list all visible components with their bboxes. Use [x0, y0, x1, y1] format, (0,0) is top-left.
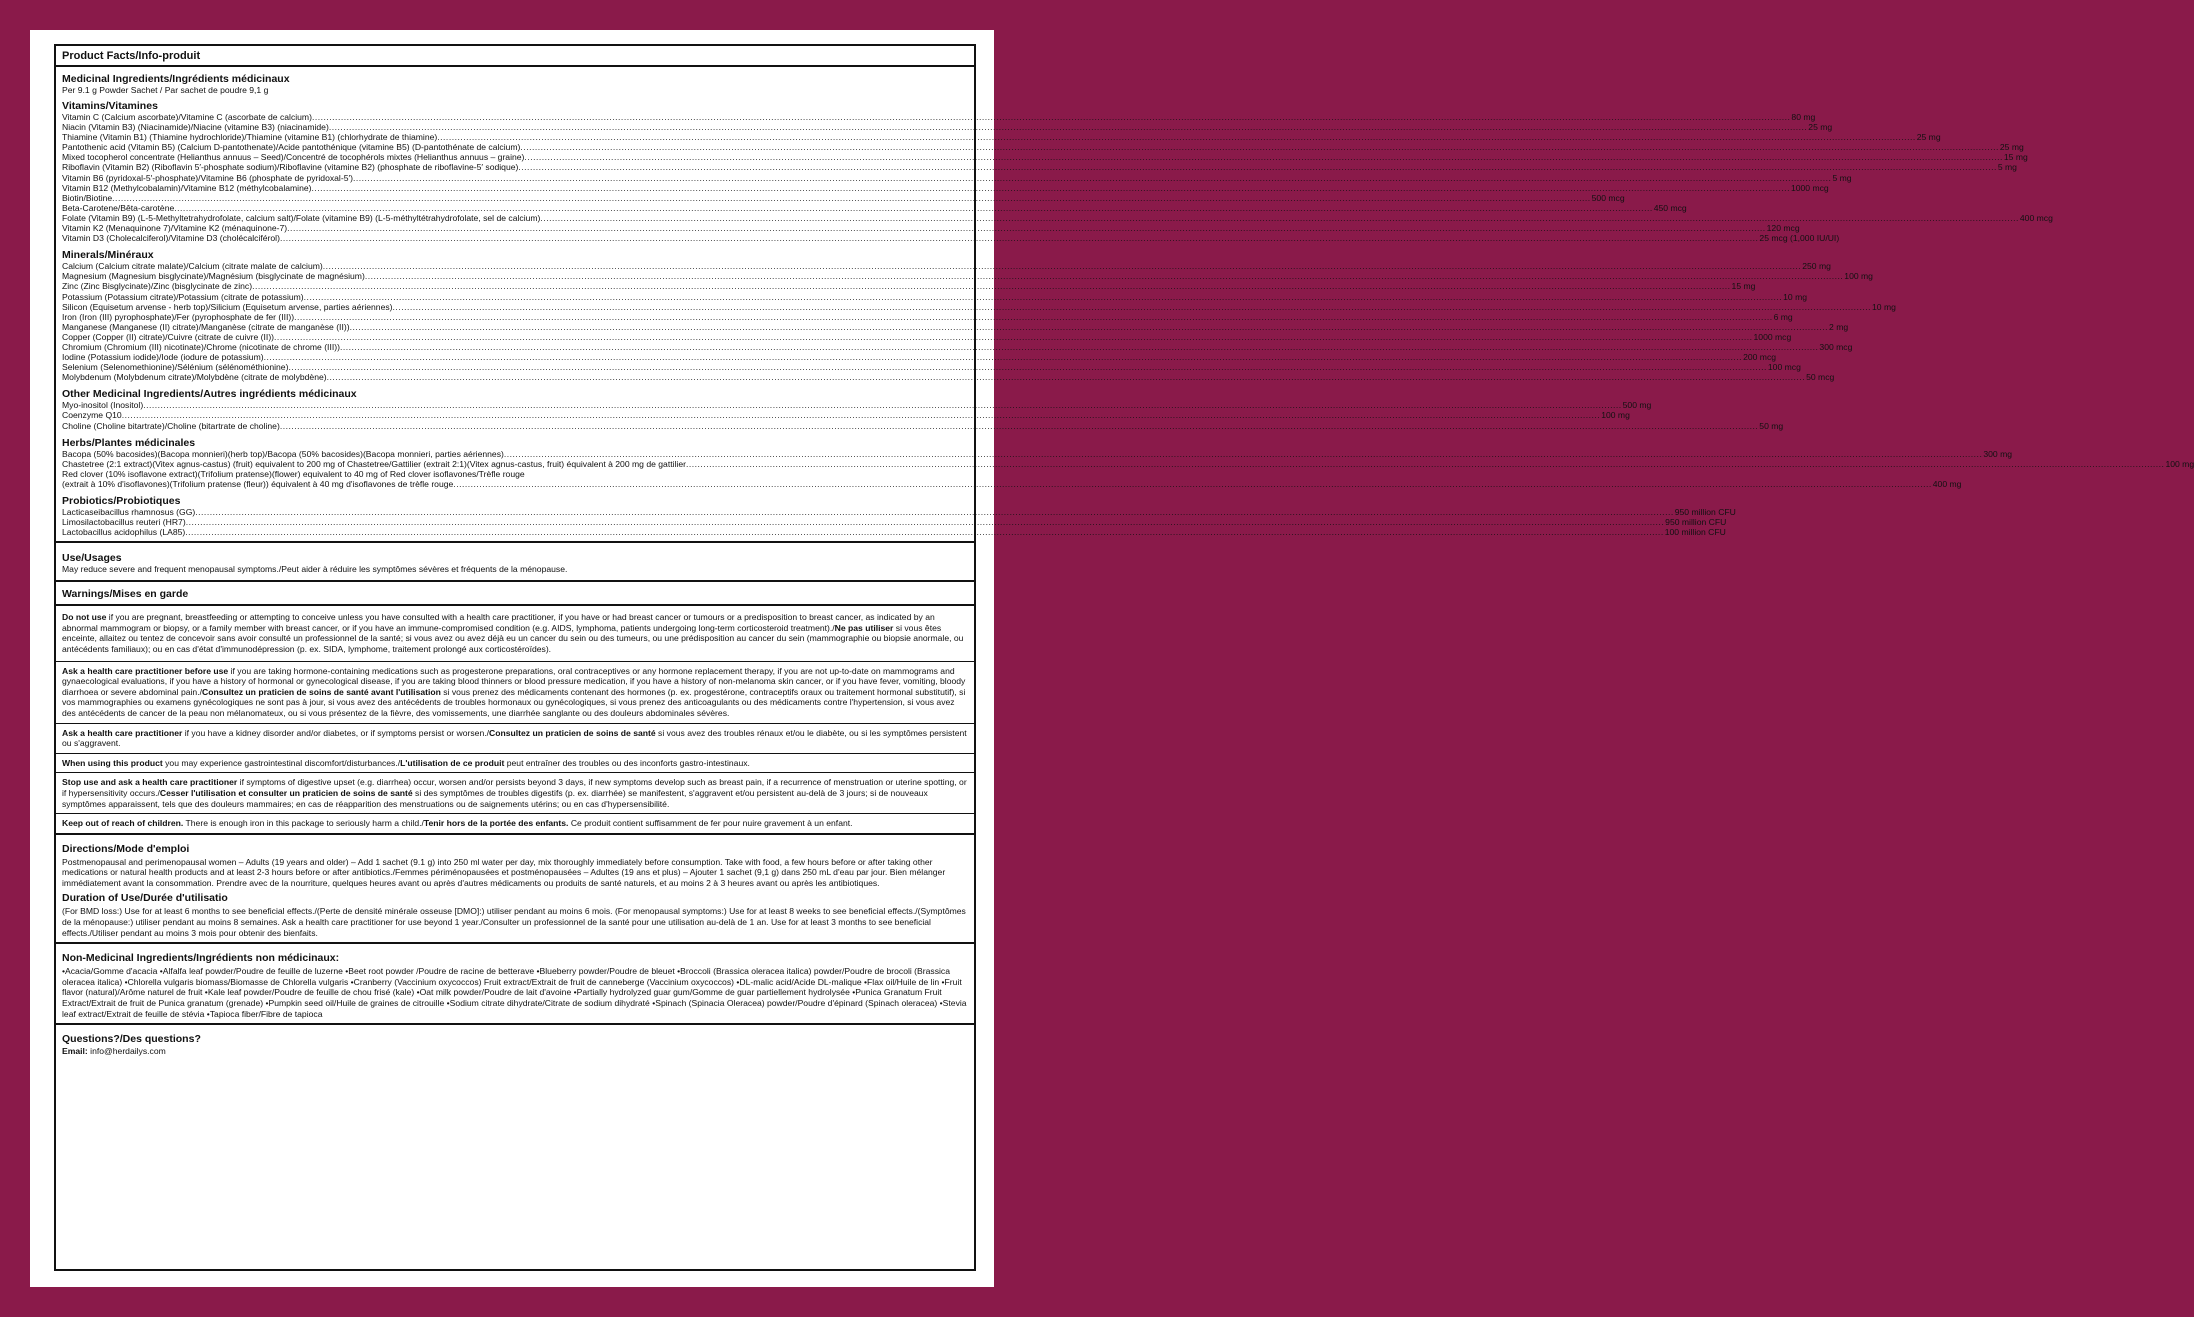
- warning-body: si vous avez des troubles rénaux et/ou le diabète, ou si les symptômes persistent ou s'aggravent.: [62, 727, 967, 749]
- ingredient-amount: 1000 mcg: [1753, 331, 1792, 342]
- leader-dots: [264, 352, 1742, 362]
- minerals-title: Minerals/Minéraux: [62, 249, 154, 262]
- warning-body: if symptoms of digestive upset (e.g. diarrhea) occur, worsen and/or persists beyond 3 days, if new symptoms develop such as breast pain, if a recurrence of menstruation or uterine spotting, or if hypersensitivity occurs./: [62, 777, 967, 798]
- ingredient-amount: 15 mg: [2003, 152, 2028, 163]
- probiotics-title: Probiotics/Probiotiques: [62, 494, 181, 507]
- warning-bold-lead: Tenir hors de la portée des enfants.: [423, 818, 569, 829]
- warning-body: Ce produit contient suffisamment de fer pour nuire gravement à un enfant.: [568, 818, 853, 829]
- ingredient-name: Manganese (Manganese (II) citrate)/Manganèse (citrate de manganèse (II)): [62, 321, 350, 332]
- medicinal-title: Medicinal Ingredients/Ingrédients médicinaux: [62, 73, 290, 85]
- warning-text: [62, 818, 968, 829]
- ingredient-amount: 120 mcg: [1766, 223, 1800, 234]
- warning-ask-practitioner: [56, 723, 974, 753]
- ingredient-name: Biotin/Biotine: [62, 192, 113, 203]
- ingredient-amount: 950 million CFU: [1674, 506, 1736, 517]
- warning-bold-lead: Cesser l'utilisation et consulter un praticien de soins de santé: [159, 787, 413, 798]
- leader-dots: [524, 152, 2002, 162]
- ingredient-row: [62, 352, 1777, 363]
- leader-dots: [323, 261, 1801, 271]
- leader-dots: [393, 302, 1871, 312]
- ingredient-row: [62, 212, 2053, 223]
- herbs-list: [62, 448, 2194, 469]
- warning-text: [62, 728, 968, 749]
- ingredient-amount: 5 mg: [1997, 162, 2017, 173]
- ingredient-name: Copper (Copper (II) citrate)/Cuivre (citrate de cuivre (II)): [62, 331, 275, 342]
- ingredient-amount: 15 mg: [1731, 281, 1756, 292]
- warning-bold-lead: Keep out of reach of children.: [62, 818, 184, 829]
- ingredient-amount: 80 mg: [1791, 112, 1816, 122]
- vitamins-list: [62, 112, 2053, 244]
- ingredient-row: [62, 172, 1852, 183]
- warning-bold-lead: Do not use: [62, 612, 107, 623]
- ingredient-amount: 25 mg: [1916, 132, 1941, 143]
- warning-bold-lead: Consultez un praticien de soins de santé: [489, 727, 656, 738]
- ingredient-row: [62, 331, 1792, 342]
- label-sheet: [30, 30, 2194, 1287]
- ingredient-row: [62, 122, 1833, 133]
- ingredient-row: [62, 182, 1829, 193]
- ingredient-row: [62, 202, 1687, 213]
- leader-dots: [329, 122, 1807, 132]
- warning-bold-lead: L'utilisation de ce produit: [400, 757, 505, 768]
- minerals-list: [62, 261, 1896, 383]
- warning-body: si vous êtes enceinte, allaitez ou tentez de concevoir sans avoir consulté un professionnel de la santé; si vous avez ou avez déjà eu un cancer du sein ou des tumeurs, ou une prédisposition au cancer du sein (mammographie ou biopsie anormale, ou antécédents familiaux); ou en cas d'état d'immunodépression (p. ex. SIDA, lymphome, traitement prolongé aux corticostéroïdes).: [62, 622, 964, 654]
- ingredient-row: [62, 162, 2017, 173]
- questions-contact: [62, 1046, 968, 1056]
- ingredient-amount: 6 mg: [1773, 311, 1793, 322]
- leader-dots: [504, 449, 1982, 459]
- ingredient-amount: 300 mg: [1983, 448, 2013, 459]
- leader-dots: [294, 312, 1772, 322]
- ingredient-amount: 100 mg: [2165, 458, 2194, 469]
- warning-body: There is enough iron in this package to seriously harm a child./: [183, 818, 424, 829]
- leader-dots: [353, 173, 1831, 183]
- warning-do-not-use: [56, 605, 974, 660]
- facts-title: Product Facts/Info-produit: [62, 50, 201, 62]
- leader-dots: [453, 479, 1931, 489]
- ingredient-name: Magnesium (Magnesium bisglycinate)/Magnésium (bisglycinate de magnésium): [62, 271, 365, 282]
- ingredient-name: Vitamin C (Calcium ascorbate)/Vitamine C (ascorbate de calcium): [62, 112, 312, 122]
- product-facts-panel: [54, 44, 2194, 1271]
- ingredient-name: Potassium (Potassium citrate)/Potassium (citrate de potassium): [62, 291, 304, 302]
- warning-bold-lead: Ask a health care practitioner before use: [62, 665, 229, 676]
- email-link[interactable]: info@herdailys.com: [87, 1046, 166, 1057]
- leader-dots: [686, 459, 2164, 469]
- warning-text: [62, 612, 968, 654]
- ingredient-row: [62, 311, 1793, 322]
- non-medicinal-title: Non-Medicinal Ingredients/Ingrédients non médicinaux:: [62, 952, 340, 965]
- directions-section: [56, 833, 974, 943]
- warnings-title: Warnings/Mises en garde: [56, 582, 974, 605]
- ingredient-amount: 25 mg: [1999, 142, 2024, 153]
- ingredient-row: [62, 281, 1756, 292]
- redclover-row: [62, 478, 1962, 489]
- ingredient-amount: 25 mg: [1808, 122, 1833, 133]
- ingredient-amount: 50 mcg: [1806, 372, 1835, 383]
- redclover-line1: Red clover (10% isoflavone extract)(Trifolium pratense)(flower) equivalent to 40 mg of Red clover isoflavones/Trèfle rouge: [62, 468, 525, 479]
- facts-header: [56, 46, 974, 65]
- leader-dots: [327, 372, 1805, 382]
- warning-bold-lead: Ask a health care practitioner: [62, 727, 183, 738]
- leader-dots: [280, 421, 1758, 431]
- duration-text: (For BMD loss:) Use for at least 6 months to see beneficial effects./(Perte de densité minérale osseuse [DMO]:) utiliser pendant au moins 6 mois. (For menopausal symptoms:) Use for at least 8 weeks to see beneficial effects./(Symptômes de la ménopause:) utiliser pendant au moins 8 semaines. Ask a health care practitioner for use beyond 1 year./Consulter un professionnel de la santé pour une utilisation au-delà de 1 an. Use for at least 3 months to see beneficial effects./Utiliser pendant au moins 3 mois pour obtenir des bienfaits.: [62, 906, 966, 938]
- ingredient-amount: 200 mcg: [1743, 352, 1777, 363]
- ingredient-name: Pantothenic acid (Vitamin B5) (Calcium D-pantothenate)/Acide pantothénique (vitamine B5) (D-pantothénate de calcium): [62, 142, 521, 153]
- ingredient-row: [62, 192, 1625, 203]
- ingredient-row: [62, 261, 1831, 272]
- ingredient-name: Chromium (Chromium (III) nicotinate)/Chrome (nicotinate de chrome (III)): [62, 341, 340, 352]
- ingredient-row: [62, 448, 2013, 459]
- ingredient-amount: 500 mcg: [1591, 192, 1625, 203]
- redclover-line2: (extrait à 10% d'isoflavones)(Trifolium pratense (fleur)) équivalent à 40 mg d'isoflavones de trèfle rouge: [62, 478, 454, 489]
- ingredient-row: [62, 341, 1853, 352]
- ingredient-row: [62, 132, 1941, 143]
- ingredient-name: Iron (Iron (III) pyrophosphate)/Fer (pyrophosphate de fer (III)): [62, 311, 295, 322]
- ingredient-amount: 25 mcg (1,000 IU/UI): [1759, 233, 1840, 244]
- warning-body: if you are pregnant, breastfeeding or attempting to conceive unless you have consulted with a health care practitioner, if you have or had breast cancer or tumours or a predisposition to breast cancer, as indicated by an abnormal mammogram or biopsy, or a family member with breast cancer, or if you have an immune-compromised condition (e.g. AIDS, lymphoma, patients undergoing long-term corticosteroid treatment)./: [62, 612, 935, 633]
- ingredient-name: Lactobacillus acidophilus (LA85): [62, 527, 186, 538]
- leader-dots: [518, 162, 1996, 172]
- leader-dots: [143, 400, 1621, 410]
- ingredient-row: [62, 527, 1726, 538]
- other-ingredients-list: [62, 400, 1784, 431]
- warning-text: [62, 777, 968, 809]
- ingredient-name: Folate (Vitamin B9) (L-5-Methyltetrahydrofolate, calcium salt)/Folate (vitamine B9) (L-5-méthyltétrahydrofolate, sel de calcium): [62, 212, 541, 223]
- leader-dots: [195, 507, 1673, 517]
- warning-body: peut entraîner des troubles ou des inconforts gastro-intestinaux.: [504, 757, 750, 768]
- ingredient-name: Calcium (Calcium citrate malate)/Calcium (citrate malate de calcium): [62, 261, 323, 272]
- ingredient-row: [62, 271, 1873, 282]
- ingredient-row: [62, 142, 2024, 153]
- warning-body: you may experience gastrointestinal discomfort/disturbances./: [162, 757, 401, 768]
- ingredient-name: Vitamin K2 (Menaquinone 7)/Vitamine K2 (ménaquinone-7): [62, 223, 288, 234]
- ingredient-amount: 5 mg: [1832, 172, 1852, 183]
- warning-bold-lead: Ne pas utiliser: [834, 622, 894, 633]
- ingredient-name: Myo-inositol (Inositol): [62, 400, 144, 411]
- ingredient-amount: 10 mg: [1872, 301, 1896, 312]
- ingredient-row: [62, 506, 1736, 517]
- ingredient-row: [62, 233, 1840, 244]
- ingredient-name: Chastetree (2:1 extract)(Vitex agnus-castus) (fruit) equivalent to 200 mg of Chastetree/Gattilier (extrait 2:1)(Vitex agnus-castus, fruit) équivalent à 200 mg de gattilier: [62, 458, 686, 469]
- non-medicinal-text: •Acacia/Gomme d'acacia •Alfalfa leaf powder/Poudre de feuille de luzerne •Beet root powder /Poudre de racine de betterave •Blueberry powder/Poudre de bleuet •Broccoli (Brassica oleracea italica) powder/Poudre de brocoli (Brassica oleracea italica) •Chlorella vulgaris biomass/Biomasse de Chlorella vulgaris •Cranberry (Vaccinium oxycoccos) Fruit extract/Extrait de fruit de canneberge (Vaccinium oxycoccos) •DL-malic acid/Acide DL-malique •Flax oil/Huile de lin •Fruit flavor (natural)/Arôme naturel de fruit •Kale leaf powder/Poudre de feuille de chou frisé (kale) •Oat milk powder/Poudre de lait d'avoine •Partially hydrolyzed guar gum/Gomme de guar partiellement hydrolysée •Punica Granatum Fruit Extract/Extrait de fruit de Punica granatum (grenade) •Pumpkin seed oil/Huile de graines de citrouille •Sodium citrate dihydrate/Citrate de sodium dihydraté •Spinach (Spinacia Oleracea) powder/Poudre d'épinard (Spinach oleracea) •Stevia leaf extract/Extrait de feuille de stévia •Tapioca fiber/Fibre de tapioca: [62, 966, 967, 1019]
- warning-bold-lead: Consultez un praticien de soins de santé avant l'utilisation: [201, 686, 441, 697]
- ingredient-row: [62, 372, 1835, 383]
- ingredient-amount: 100 million CFU: [1664, 527, 1726, 538]
- ingredient-name: Lacticaseibacillus rhamnosus (GG): [62, 506, 196, 517]
- ingredient-row: [62, 112, 1816, 122]
- ingredient-name: Molybdenum (Molybdenum citrate)/Molybdène (citrate de molybdène): [62, 372, 327, 383]
- warning-body: si vous prenez des médicaments contenant des hormones (p. ex. progestérone, contraceptifs oraux ou traitement hormonal substitutif), si vos mammographies ou examens gynécologiques ne sont pas à jour, si vous avez des antécédents de troubles hormonaux ou gynécologiques, si vous prenez des anticoagulants ou des médicaments contre l'hypertension, si vous avez des antécédents de cancer de la peau non mélanomateux, ou si vous présentez de la fièvre, des vomissements, une diarrhée sanglante ou des douleurs abdominales sévères.: [62, 686, 966, 718]
- ingredient-row: [62, 321, 1849, 332]
- ingredient-amount: 10 mg: [1783, 291, 1808, 302]
- vitamins-title: Vitamins/Vitamines: [62, 100, 158, 112]
- ingredient-row: [62, 517, 1727, 527]
- duration-title: Duration of Use/Durée d'utilisatio: [62, 892, 228, 905]
- ingredient-row: [62, 152, 2028, 163]
- questions-title: Questions?/Des questions?: [62, 1033, 201, 1046]
- ingredient-amount: 950 million CFU: [1665, 517, 1727, 527]
- leader-dots: [312, 112, 1790, 122]
- ingredient-name: Choline (Choline bitartrate)/Choline (bitartrate de choline): [62, 420, 280, 431]
- leader-dots: [520, 142, 1998, 152]
- ingredient-amount: 100 mg: [1844, 271, 1873, 282]
- warning-body: si des symptômes de troubles digestifs (p. ex. diarrhée) se manifestent, s'aggravent et/ou persistent au-delà de 3 jours; si de nouveaux symptômes apparaissent, tels que des douleurs mammaires; en cas de réapparition des menstruations ou de saignements utérins; ou en cas d'hypersensibilité.: [62, 787, 928, 809]
- directions-title: Directions/Mode d'emploi: [62, 842, 190, 855]
- leader-dots: [174, 203, 1652, 213]
- warning-keep-out-of-reach: [56, 813, 974, 833]
- serving-size: Per 9.1 g Powder Sachet / Par sachet de poudre 9,1 g: [62, 85, 269, 95]
- ingredient-name: Iodine (Potassium iodide)/Iode (iodure de potassium): [62, 352, 264, 363]
- leader-dots: [280, 233, 1758, 243]
- ingredient-name: Thiamine (Vitamin B1) (Thiamine hydrochloride)/Thiamine (vitamine B1) (chlorhydrate de thiamine): [62, 132, 438, 143]
- ingredient-amount: 50 mg: [1759, 420, 1784, 431]
- leader-dots: [112, 193, 1590, 203]
- ingredient-name: Bacopa (50% bacosides)(Bacopa monnieri)(herb top)/Bacopa (50% bacosides)(Bacopa monnieri, parties aériennes): [62, 448, 504, 459]
- warning-body: if you are taking hormone-containing medications such as progesterone preparations, oral contraceptives or any hormone replacement therapy, if you are not up-to-date on mammograms and gynaecological evaluations, if you have a history of hormonal or gynecological disease, if you are taking blood thinners or blood pressure medication, if you have a history of non-melanoma skin cancer, or if you have fever, vomiting, bloody diarrhoea or severe abdominal pain./: [62, 665, 966, 697]
- leader-dots: [274, 332, 1752, 342]
- warnings-section: [56, 580, 974, 833]
- ingredient-name: Coenzyme Q10: [62, 410, 122, 421]
- ingredient-row: [62, 301, 1896, 312]
- leader-dots: [185, 527, 1663, 537]
- ingredient-name: Vitamin B12 (Methylcobalamin)/Vitamine B12 (méthylcobalamine): [62, 182, 312, 193]
- uses-section: [56, 541, 974, 580]
- herbs-title: Herbs/Plantes médicinales: [62, 436, 196, 449]
- ingredient-name: Beta-Carotene/Bêta-carotène: [62, 202, 175, 213]
- ingredient-amount: 500 mg: [1622, 400, 1652, 411]
- medicinal-section: [56, 65, 2194, 541]
- ingredient-name: Niacin (Vitamin B3) (Niacinamide)/Niacine (vitamine B3) (niacinamide): [62, 122, 329, 133]
- warning-bold-lead: When using this product: [62, 757, 163, 768]
- leader-dots: [186, 517, 1664, 527]
- warning-ask-before-use: [56, 661, 974, 723]
- ingredient-name: Mixed tocopherol concentrate (Helianthus annuus – Seed)/Concentré de tocophérols mixtes (Helianthus annuus – graine): [62, 152, 525, 163]
- questions-section: [56, 1023, 974, 1060]
- leader-dots: [340, 342, 1818, 352]
- ingredient-name: Vitamin D3 (Cholecalciferol)/Vitamine D3 (cholécalciférol): [62, 233, 280, 244]
- warning-stop-use: [56, 772, 974, 813]
- ingredient-amount: 400 mcg: [2019, 212, 2053, 223]
- warning-text: [62, 758, 968, 769]
- leader-dots: [288, 362, 1766, 372]
- ingredient-amount: 250 mg: [1802, 261, 1831, 272]
- ingredient-row: [62, 223, 1800, 234]
- uses-title: Use/Usages: [62, 552, 122, 565]
- ingredient-name: Silicon (Equisetum arvense - herb top)/Silicium (Equisetum arvense, parties aériennes): [62, 301, 393, 312]
- ingredient-amount: 2 mg: [1829, 321, 1849, 332]
- leader-dots: [304, 292, 1782, 302]
- ingredient-row: [62, 420, 1784, 431]
- ingredient-amount: 100 mcg: [1767, 362, 1801, 373]
- warning-bold-lead: Stop use and ask a health care practitioner: [62, 777, 238, 788]
- other-ingredients-title: Other Medicinal Ingredients/Autres ingrédients médicinaux: [62, 388, 357, 401]
- ingredient-name: Limosilactobacillus reuteri (HR7): [62, 517, 186, 527]
- leader-dots: [312, 183, 1790, 193]
- leader-dots: [287, 223, 1765, 233]
- warning-body: if you have a kidney disorder and/or diabetes, or if symptoms persist or worsen./: [182, 727, 490, 738]
- leader-dots: [437, 132, 1915, 142]
- ingredient-amount: 450 mcg: [1653, 202, 1687, 213]
- ingredient-row: [62, 458, 2194, 469]
- ingredient-amount: 100 mg: [1601, 410, 1630, 421]
- ingredient-row: [62, 400, 1652, 411]
- leader-dots: [122, 410, 1600, 420]
- non-medicinal-section: [56, 942, 974, 1023]
- warning-text: [62, 666, 968, 719]
- leader-dots: [540, 213, 2018, 223]
- warning-when-using: [56, 753, 974, 773]
- ingredient-amount: 300 mcg: [1819, 341, 1853, 352]
- leader-dots: [350, 322, 1828, 332]
- email-label: Email:: [62, 1046, 88, 1057]
- uses-text: May reduce severe and frequent menopausal symptoms./Peut aider à réduire les symptômes sévères et fréquents de la ménopause.: [62, 564, 568, 575]
- redclover-amount: 400 mg: [1932, 478, 1962, 489]
- ingredient-amount: 1000 mcg: [1790, 182, 1829, 193]
- ingredient-row: [62, 410, 1630, 421]
- ingredient-row: [62, 362, 1801, 373]
- ingredient-name: Zinc (Zinc Bisglycinate)/Zinc (bisglycinate de zinc): [62, 281, 253, 292]
- ingredient-row: [62, 291, 1808, 302]
- ingredient-name: Riboflavin (Vitamin B2) (Riboflavin 5′-phosphate sodium)/Riboflavine (vitamine B2) (phosphate de riboflavine-5′ sodique): [62, 162, 519, 173]
- leader-dots: [252, 281, 1730, 291]
- ingredient-name: Vitamin B6 (pyridoxal-5′-phosphate)/Vitamine B6 (phosphate de pyridoxal-5′): [62, 172, 353, 183]
- directions-text: Postmenopausal and perimenopausal women – Adults (19 years and older) – Add 1 sachet (9.1 g) into 250 ml water per day, mix thoroughly immediately before consumption. Take with food, a few hours before or after taking other medications or natural health products and at least 2-3 hours before or after antibiotics./Femmes périménopausées et postménopausées – Adultes (19 ans et plus) – Ajouter 1 sachet (9,1 g) dans 250 mL d'eau par jour. Bien mélanger immédiatement avant la consommation. Prendre avec de la nourriture, quelques heures avant ou après d'autres médicaments ou produits de santé naturels, et au moins 2 à 3 heures avant ou après les antibiotiques.: [62, 856, 946, 888]
- probiotics-list: [62, 506, 1736, 538]
- leader-dots: [365, 271, 1843, 281]
- ingredient-name: Selenium (Selenomethionine)/Sélénium (sélénométhionine): [62, 362, 289, 373]
